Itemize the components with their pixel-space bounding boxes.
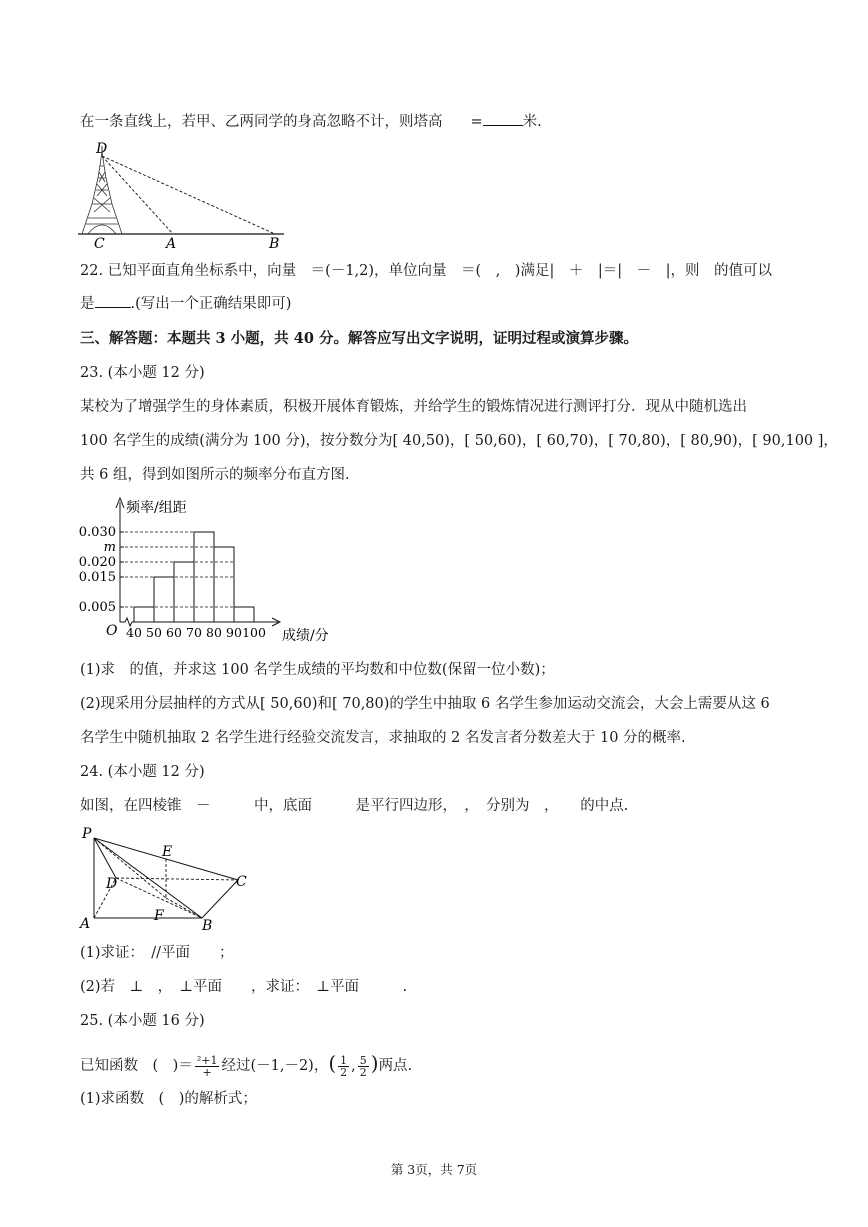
q23-sub2-b: 名学生中随机抽取 2 名学生进行经验交流发言，求抽取的 2 名发言者分数差大于 10 分的概率. bbox=[80, 730, 686, 746]
q24-sub2: (2)若 ⊥ ， ⊥平面 ，求证： ⊥平面 . bbox=[80, 979, 408, 995]
x-axis-label: 成绩/分 bbox=[282, 628, 329, 644]
q22-line1: 22. 已知平面直角坐标系中，向量 ＝(－1,2)，单位向量 ＝( , )满足| ＋ |＝| － |，则 的值可以 bbox=[80, 263, 773, 279]
origin-label: O bbox=[106, 623, 118, 639]
histogram-bar bbox=[154, 577, 174, 622]
q21-text: 在一条直线上，若甲、乙两同学的身高忽略不计，则塔高 = 米. bbox=[80, 114, 542, 130]
point-label-C: C bbox=[94, 236, 105, 250]
q23-para-3: 共 6 组，得到如图所示的频率分布直方图. bbox=[80, 467, 350, 483]
point-label-D: D bbox=[96, 141, 108, 157]
q23-sub2-a: (2)现采用分层抽样的方式从[ 50,60)和[ 70,80)的学生中抽取 6 名学生参加运动交流会，大会上需要从这 6 bbox=[80, 696, 770, 712]
answer-blank bbox=[95, 307, 131, 308]
y-tick-label: 0.015 bbox=[78, 570, 116, 585]
histogram-bar bbox=[214, 547, 234, 622]
q25-para-1: 已知函数 ( )＝ $\frac{\text{²+1}}{+}$ 经过(－1,－2)，( $\frac{1}{2}$ , $\frac{5}{2}$ )两点. bbox=[80, 1051, 413, 1079]
q22-line2: 是 .(写出一个正确结果即可) bbox=[80, 296, 292, 312]
q25-sub1: (1)求函数 ( )的解析式； bbox=[80, 1091, 257, 1107]
tower-figure bbox=[76, 138, 296, 250]
fraction: $\frac{1}{2}$ bbox=[340, 1053, 348, 1079]
frequency-histogram bbox=[76, 492, 356, 648]
x-tick-label: 80 bbox=[206, 625, 222, 640]
q23-para-1: 某校为了增强学生的身体素质，积极开展体育锻炼，并给学生的锻炼情况进行测评打分．现从中随机选出 bbox=[80, 399, 747, 415]
point-label-D: D bbox=[106, 876, 118, 892]
q24-para-1: 如图，在四棱锥 － 中，底面 是平行四边形， ， 分别为 ， 的中点. bbox=[80, 798, 629, 814]
y-axis-label: 频率/组距 bbox=[126, 500, 187, 516]
point-label-A: A bbox=[80, 916, 91, 932]
histogram-bar bbox=[134, 607, 154, 622]
q24-sub1: (1)求证： //平面 ； bbox=[80, 945, 234, 961]
answer-blank bbox=[483, 125, 523, 126]
point-label-B: B bbox=[202, 918, 213, 934]
q23-sub1: (1)求 的值，并求这 100 名学生成绩的平均数和中位数(保留一位小数)； bbox=[80, 662, 555, 678]
pyramid-figure bbox=[76, 822, 266, 934]
q23-para-2: 100 名学生的成绩(满分为 100 分)，按分数分为[ 40,50)，[ 50,60)，[ 60,70)，[ 70,80)，[ 80,90)，[ 90,100 ]， bbox=[80, 433, 838, 449]
y-tick-label: 0.030 bbox=[78, 525, 116, 540]
point-label-C: C bbox=[236, 874, 247, 890]
histogram-bar bbox=[234, 607, 254, 622]
point-label-A: A bbox=[166, 236, 177, 250]
point-label-F: F bbox=[154, 908, 164, 924]
point-label-E: E bbox=[162, 844, 173, 860]
x-tick-label: 50 bbox=[146, 625, 162, 640]
x-tick-label: 90 bbox=[226, 625, 242, 640]
q23-heading: 23. (本小题 12 分) bbox=[80, 365, 205, 381]
section-heading: 三、解答题：本题共 3 小题，共 40 分。解答应写出文字说明，证明过程或演算步骤。 bbox=[80, 330, 638, 347]
histogram-bar bbox=[174, 562, 194, 622]
x-tick-label: 40 bbox=[126, 625, 142, 640]
q24-heading: 24. (本小题 12 分) bbox=[80, 764, 205, 780]
x-tick-label: 100 bbox=[242, 625, 266, 640]
page-footer: 第 3页，共 7页 bbox=[390, 1162, 478, 1177]
y-tick-label: m bbox=[103, 540, 116, 555]
y-tick-label: 0.020 bbox=[78, 555, 116, 570]
x-tick-label: 70 bbox=[186, 625, 202, 640]
q25-heading: 25. (本小题 16 分) bbox=[80, 1013, 205, 1029]
point-label-B: B bbox=[269, 236, 280, 250]
fraction: $\frac{\text{²+1}}{+}$ bbox=[196, 1053, 218, 1079]
fraction: $\frac{5}{2}$ bbox=[359, 1053, 367, 1079]
tower-icon bbox=[82, 152, 122, 234]
y-tick-label: 0.005 bbox=[78, 600, 116, 615]
x-tick-label: 60 bbox=[166, 625, 182, 640]
point-label-P: P bbox=[82, 826, 92, 842]
